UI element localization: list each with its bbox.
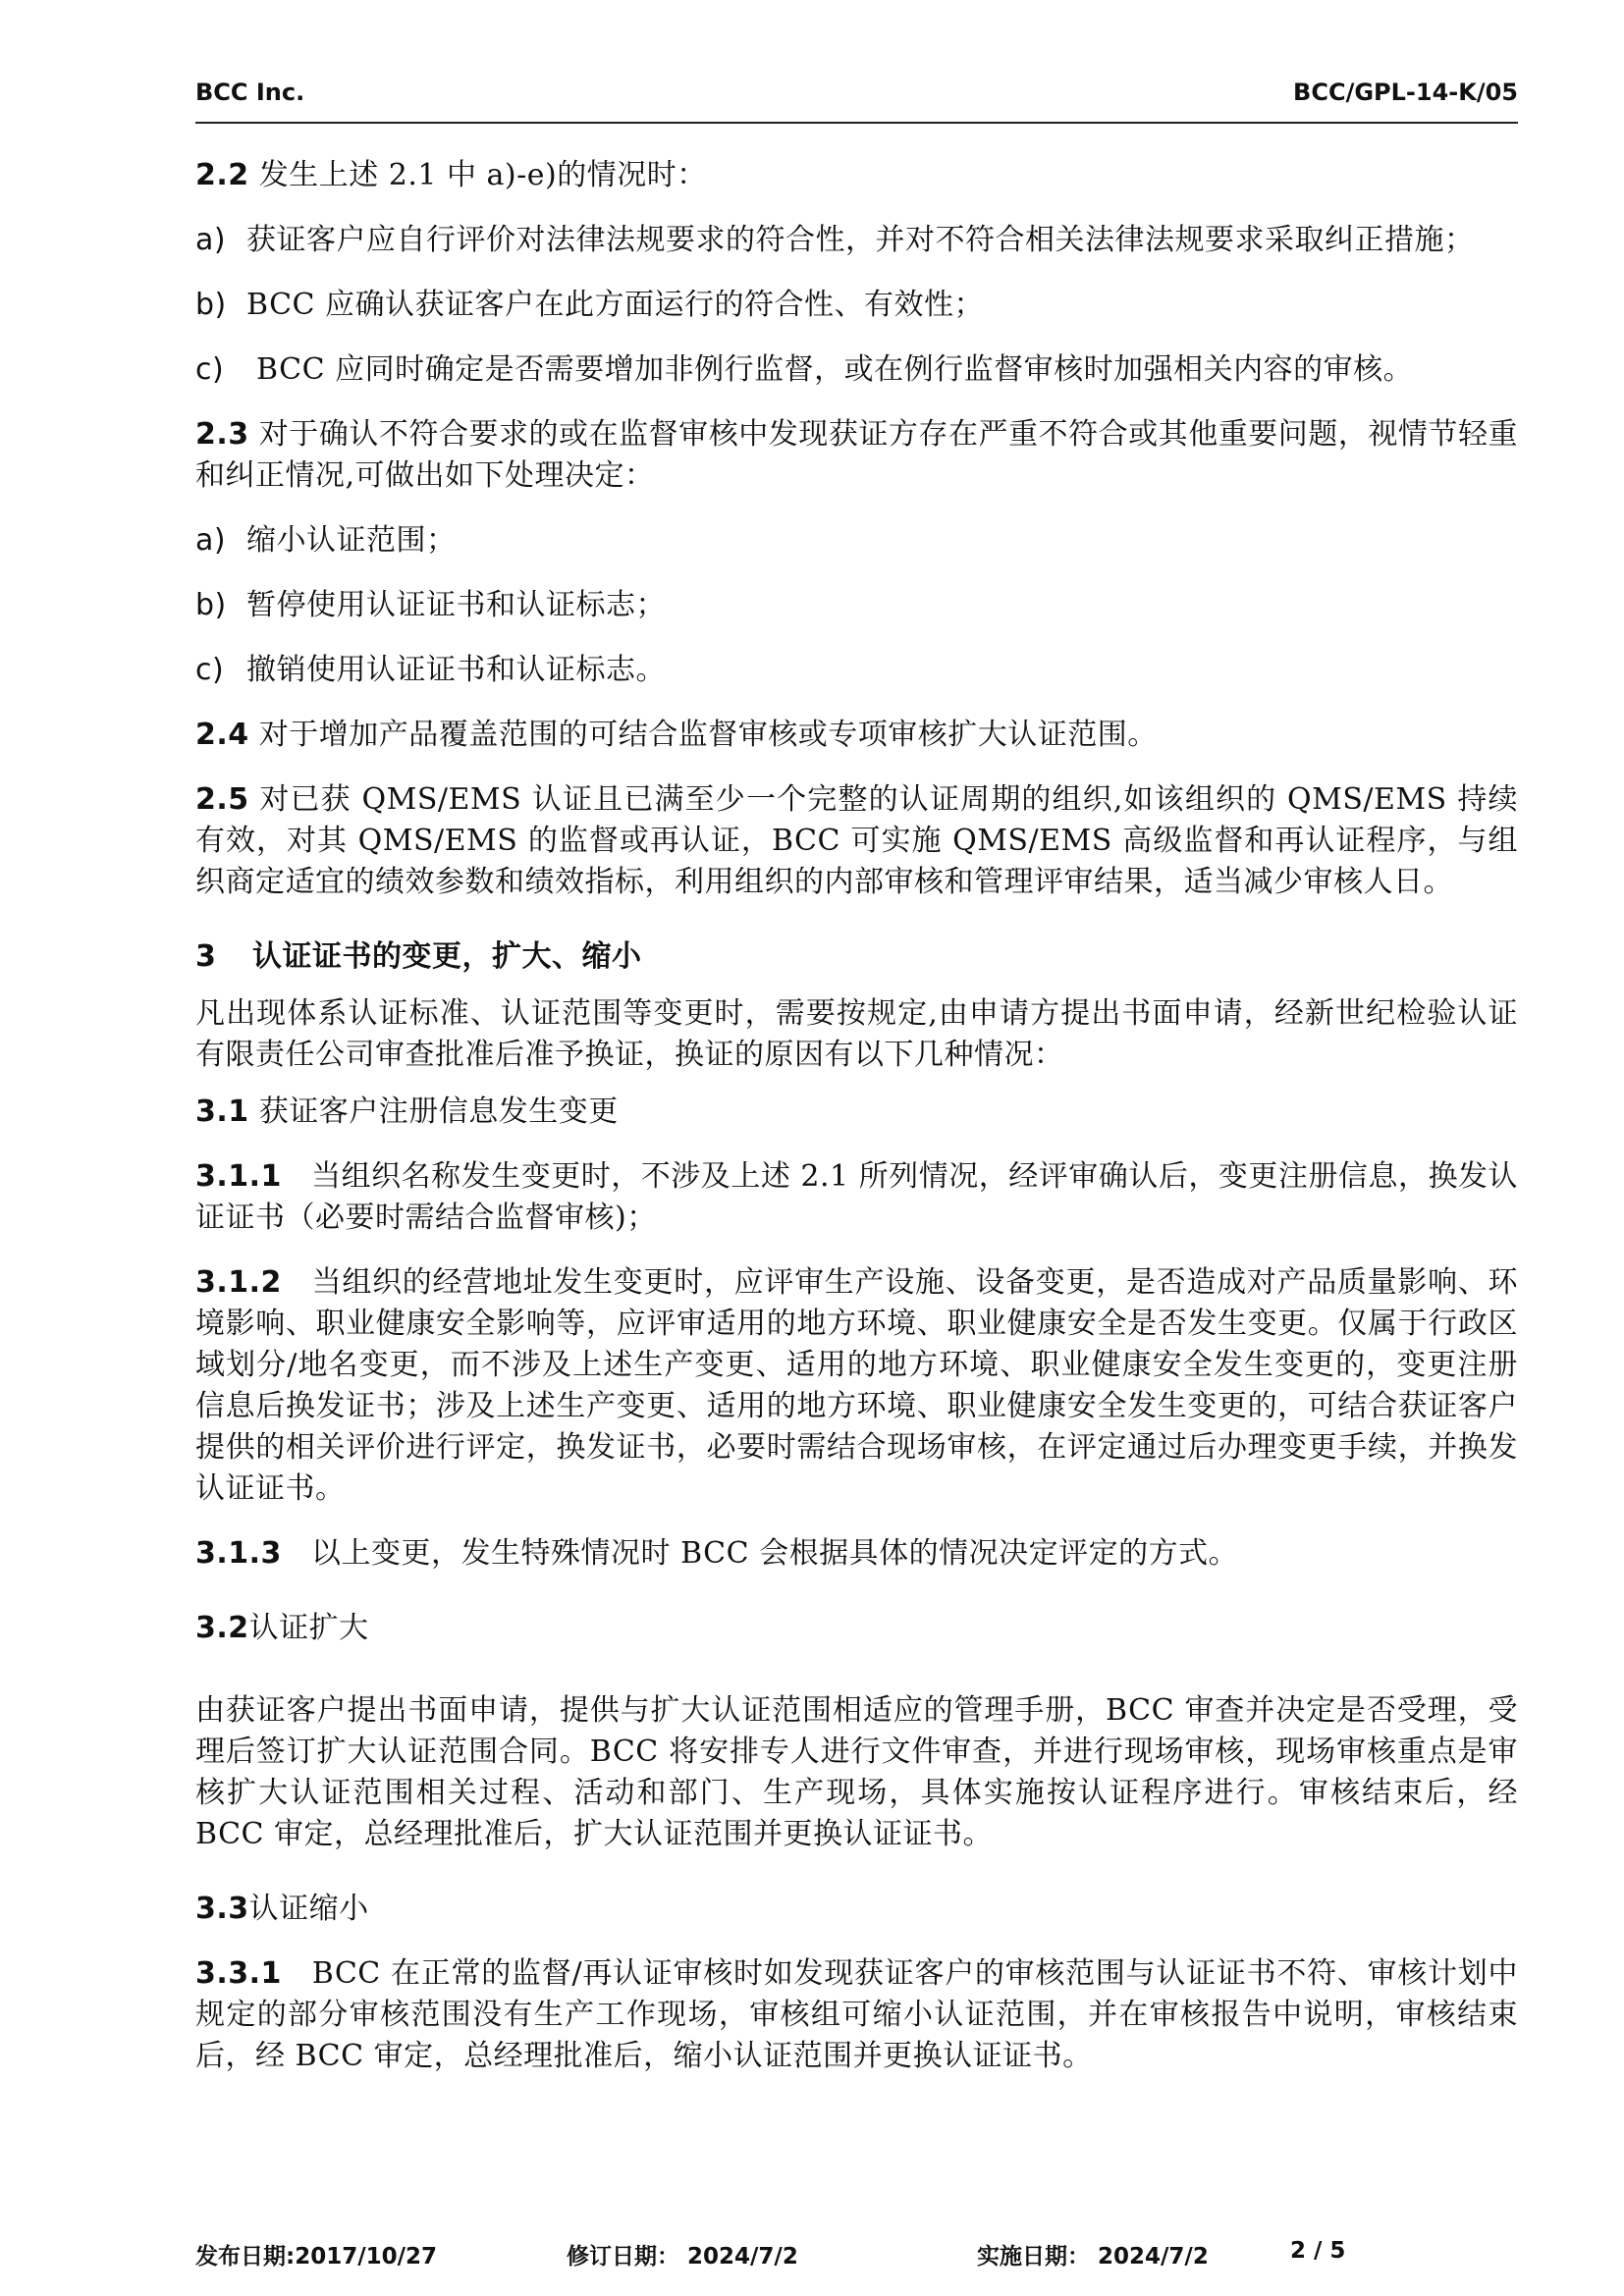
document-code: BCC/GPL-14-K/05 [1293,79,1518,106]
section-3-2-heading: 3.2认证扩大 [195,1611,369,1645]
section-3-3-1: 3.3.1 BCC 在正常的监督/再认证审核时如发现获证客户的审核范围与认证证书不符、审核计划中规定的部分审核范围没有生产工作现场，审核组可缩小认证范围，并在审核报告中说明，审核结束后，经 BCC 审定，总经理批准后，缩小认证范围并更换认证证书。 [195,1956,1518,2073]
section-3-intro: 凡出现体系认证标准、认证范围等变更时，需要按规定,由申请方提出书面申请，经新世纪检验认证有限责任公司审查批准后准予换证，换证的原因有以下几种情况： [195,996,1518,1072]
list-item: a) 缩小认证范围； [195,523,457,558]
section-2-3: 2.3 对于确认不符合要求的或在监督审核中发现获证方存在严重不符合或其他重要问题，视情节轻重和纠正情况,可做出如下处理决定： [195,417,1518,493]
effective-date: 实施日期： 2024/7/2 [977,2244,1209,2269]
revision-date: 修订日期： 2024/7/2 [567,2244,798,2269]
page-header [195,79,1518,124]
page-number: 2 / 5 [1290,2238,1346,2264]
issue-date: 发布日期:2017/10/27 [195,2244,438,2269]
list-item: b) 暂停使用认证证书和认证标志； [195,588,666,622]
list-item: c) BCC 应同时确定是否需要增加非例行监督，或在例行监督审核时加强相关内容的审核。 [195,352,1414,387]
section-3-1-1: 3.1.1 当组织名称发生变更时，不涉及上述 2.1 所列情况，经评审确认后，变更注册信息，换发认证证书（必要时需结合监督审核)； [195,1159,1519,1235]
section-2-2: 2.2 发生上述 2.1 中 a)-e)的情况时： [195,158,707,192]
document-body [195,155,1518,2077]
section-3-1-2: 3.1.2 当组织的经营地址发生变更时，应评审生产设施、设备变更，是否造成对产品质量影响、环境影响、职业健康安全影响等，应评审适用的地方环境、职业健康安全是否发生变更。仅属于行政区域划分/地名变更，而不涉及上述生产变更、适用的地方环境、职业健康安全发生变更的，变更注册信息后换发证书；涉及上述生产变更、适用的地方环境、职业健康安全发生变更的，可结合获证客户提供的相关评价进行评定，换发证书，必要时需结合现场审核，在评定通过后办理变更手续，并换发认证证书。 [195,1265,1518,1506]
list-item: a) 获证客户应自行评价对法律法规要求的符合性，并对不符合相关法律法规要求采取纠正措施； [195,223,1475,257]
list-item: c) 撤销使用认证证书和认证标志。 [195,653,666,687]
list-item: b) BCC 应确认获证客户在此方面运行的符合性、有效性； [195,288,985,322]
section-3-heading: 3 认证证书的变更，扩大、缩小 [195,939,642,974]
page-footer [195,2238,1518,2271]
section-3-1-heading: 3.1 获证客户注册信息发生变更 [195,1095,619,1129]
section-3-3-heading: 3.3认证缩小 [195,1892,369,1926]
section-2-5: 2.5 对已获 QMS/EMS 认证且已满至少一个完整的认证周期的组织,如该组织的 QMS/EMS 持续有效，对其 QMS/EMS 的监督或再认证，BCC 可实施 QMS/EMS 高级监督和再认证程序，与组织商定适宜的绩效参数和绩效指标，利用组织的内部审核和管理评审结果，适当减少审核人日。 [195,782,1518,899]
section-3-2-body: 由获证客户提出书面申请，提供与扩大认证范围相适应的管理手册，BCC 审查并决定是否受理，受理后签订扩大认证范围合同。BCC 将安排专人进行文件审查，并进行现场审核，现场审核重点是审核扩大认证范围相关过程、活动和部门、生产现场，具体实施按认证程序进行。审核结束后，经 BCC 审定，总经理批准后，扩大认证范围并更换认证证书。 [195,1693,1518,1851]
section-3-1-3: 3.1.3 以上变更，发生特殊情况时 BCC 会根据具体的情况决定评定的方式。 [195,1536,1239,1571]
company-name: BCC Inc. [195,79,305,106]
section-2-4: 2.4 对于增加产品覆盖范围的可结合监督审核或专项审核扩大认证范围。 [195,718,1158,752]
